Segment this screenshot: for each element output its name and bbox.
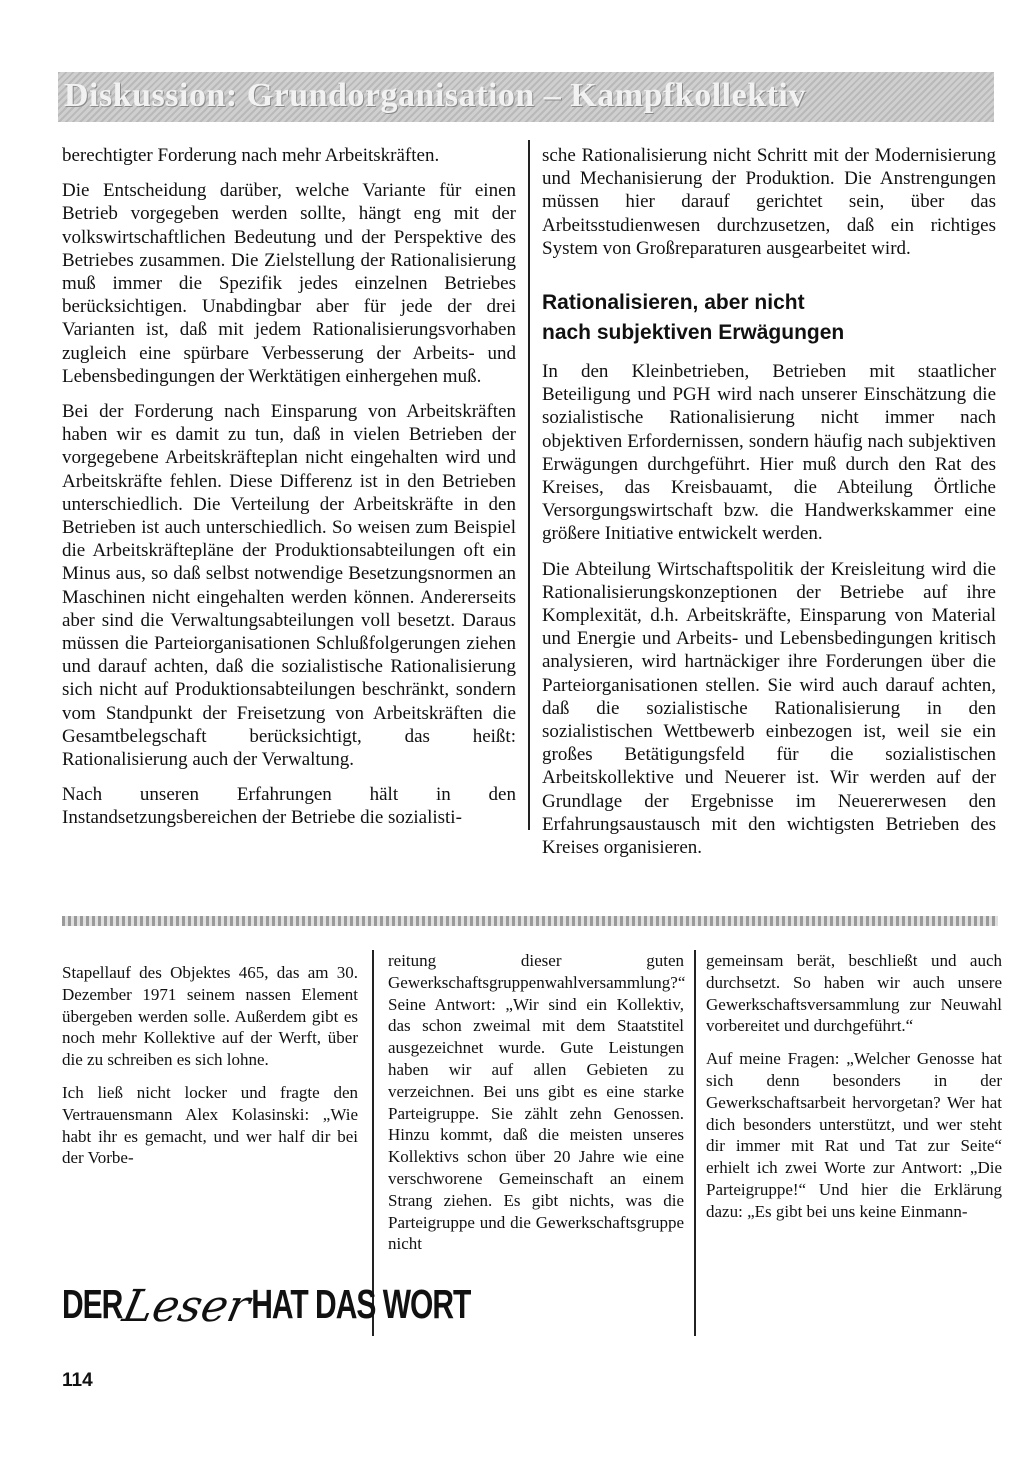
column-rule [372, 950, 374, 1336]
letter-column-1 [62, 962, 358, 1180]
paragraph: Nach unseren Erfahrungen hält in den Instandsetzungsbereichen der Betriebe die sozialisti- [62, 784, 516, 829]
paragraph: gemeinsam berät, beschließt und auch durchsetzt. So haben wir auch unsere Gewerkschaftsversammlung zur Neuwahl vorbereitet und durchgeführt.“ [706, 951, 1002, 1036]
logo-text: HAT DAS WORT [251, 1283, 471, 1328]
paragraph: Die Abteilung Wirtschaftspolitik der Kreisleitung wird die Rationalisierungskonzeptionen der Betriebe auf ihre Komplexität, d.h. Arbeitskräfte, Einsparung von Material und Energie und Arbeits- und Lebensbedingungen kritisch analysieren, wird hartnäckiger ihre Forderungen über die Parteiorganisationen stellen. Sie wird auch darauf achten, daß die sozialistische Rationalisierung in den sozialistischen Wettbewerb einbezogen ist, weil sie ein großes Betätigungsfeld für die sozialistischen Arbeitskollektive und Neuerer ist. Wir werden auf der Grundlage der Ergebnisse im Neuererwesen den Erfahrungsaustausch mit den wichtigsten Betrieben des Kreises organisieren. [542, 558, 996, 859]
paragraph: Auf meine Fragen: „Welcher Genosse hat sich denn besonders in der Gewerkschaftsarbeit hervorgetan? Wer hat dich besonders unterstützt, und wer steht dir immer mit Rat und Tat zur Seite“ erhielt ich zwei Worte zur Antwort: „Die Parteigruppe!“ Und hier die Erklärung dazu: „Es gibt bei uns keine Einmann- [706, 1049, 1002, 1221]
column-rule [694, 950, 696, 1336]
paragraph: sche Rationalisierung nicht Schritt mit der Modernisierung und Mechanisierung der Produktion. Die Anstrengungen müssen hier darauf gerichtet sein, über das Arbeitsstudienwesen durchzusetzen, daß ein richtiges System von Großreparaturen ausgearbeitet wird. [542, 145, 996, 259]
paragraph: Bei der Forderung nach Einsparung von Arbeitskräften haben wir es damit zu tun, daß in vielen Betrieben der vorgegebene Arbeitskräfteplan nicht eingehalten wird und Arbeitskräfte fehlen. Diese Differenz ist in den Betrieben unterschiedlich. Die Verteilung der Arbeitskräfte in den Betrieben ist auch unterschiedlich. So weisen zum Beispiel die Arbeitskräftepläne der Produktionsabteilungen oft ein Minus aus, so daß selbst notwendige Besetzungsnormen an Maschinen nicht eingehalten werden können. Andererseits aber sind die Verwaltungsabteilungen voll besetzt. Daraus müssen die Parteiorganisationen Schlußfolgerungen ziehen und darauf achten, daß die sozialistische Rationalisierung sich nicht auf Produktionsabteilungen beschränkt, sondern vom Standpunkt der Freisetzung von Arbeitskräften die Gesamtbelegschaft berücksichtigt, das heißt: Rationalisierung auch der Verwaltung. [62, 401, 516, 771]
logo-script-text: Leser [118, 1280, 255, 1332]
section-divider [62, 916, 998, 926]
section-banner [58, 72, 994, 122]
article-column-left [62, 144, 516, 842]
paragraph: berechtigter Forderung nach mehr Arbeitskräften. [62, 145, 440, 166]
paragraph: Die Entscheidung darüber, welche Variante für einen Betrieb vorgegeben werden sollte, hängt eng mit der volkswirtschaftlichen Bedeutung und der Perspektive des Betriebes zusammen. Die Zielstellung der Rationalisierung muß immer die Spezifik jedes einzelnen Betriebes berücksichtigen. Unabdingbar aber für jede der drei Varianten ist, daß mit jedem Rationalisierungsvorhaben zugleich eine spürbare Verbesserung der Arbeits- und Lebensbedingungen der Werktätigen einhergehen muß. [62, 180, 516, 387]
paragraph: reitung dieser guten Gewerkschaftsgruppenwahlversammlung?“ Seine Antwort: „Wir sind ein Kollektiv, das schon zweimal mit dem Staatstitel ausgezeichnet wurde. Gute Leistungen haben wir auf allen Gebieten zu verzeichnen. Bei uns gibt es eine starke Parteigruppe. Sie zählt zehn Genossen. Hinzu kommt, daß die meisten unseres Kollektivs schon über 20 Jahre wie eine verschworene Gemeinschaft an einem Strang ziehen. Es gibt nichts, was die Parteigruppe und die Gewerkschaftsgruppe nicht [388, 951, 686, 1254]
subheading-line: nach subjektiven Erwägungen [542, 321, 845, 345]
paragraph: Ich ließ nicht locker und fragte den Vertrauensmann Alex Kolasinski: „Wie habt ihr es gemacht, und wer half dir bei der Vorbe- [62, 1082, 358, 1168]
column-rule [528, 140, 530, 830]
section-title: Diskussion: Grundorganisation – Kampfkollektiv [64, 77, 806, 114]
article-column-right [542, 144, 996, 871]
letter-column-3 [706, 950, 1002, 1234]
letter-column-2 [388, 950, 684, 1266]
subheading-line: Rationalisieren, aber nicht [542, 291, 805, 315]
paragraph: Stapellauf des Objektes 465, das am 30. Dezember 1971 seinem nassen Element übergeben werden solle. Außerdem gibt es noch mehr Kollektive auf der Werft, über die zu schreiben es sich lohne. [62, 963, 358, 1070]
logo-text: DER [62, 1283, 123, 1328]
page-number: 114 [62, 1370, 93, 1391]
subheading [542, 288, 996, 348]
leser-hat-das-wort-logo [62, 1280, 471, 1332]
paragraph: In den Kleinbetrieben, Betrieben mit staatlicher Beteiligung und PGH wird nach unserer Einschätzung die sozialistische Rationalisierung nicht immer nach objektiven Erfordernissen, sondern häufig nach subjektiven Erwägungen durchgeführt. Hier muß durch den Rat des Kreises, das Kreisbauamt, die Abteilung Örtliche Versorgungswirtschaft bzw. die Handwerkskammer eine größere Initiative entwickelt werden. [542, 361, 996, 545]
